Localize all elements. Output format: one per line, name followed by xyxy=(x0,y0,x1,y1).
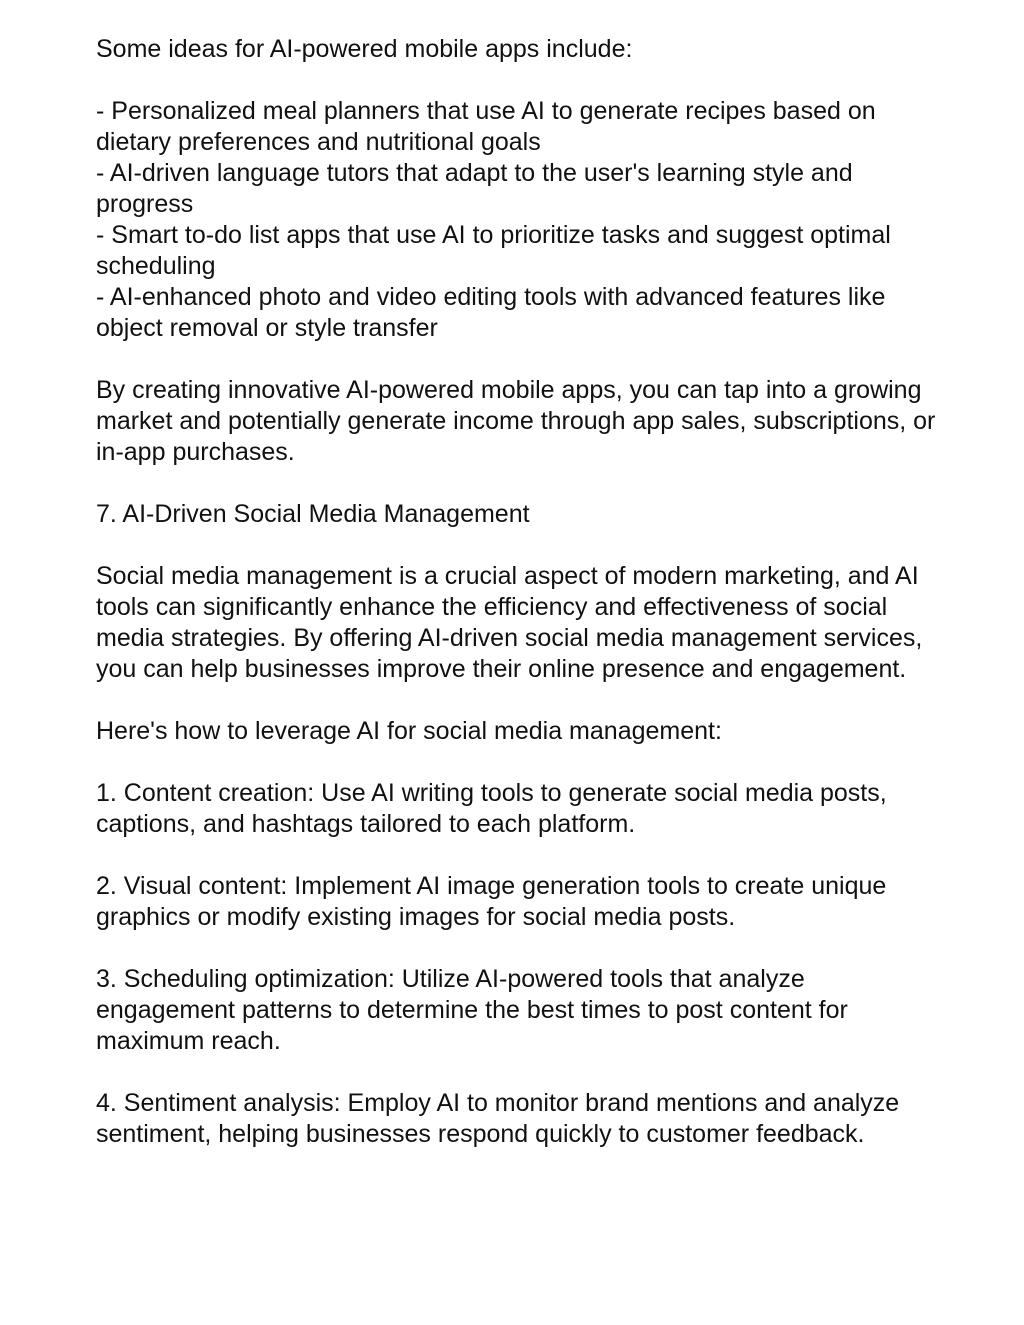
step-item: 4. Sentiment analysis: Employ AI to monitor brand mentions and analyze sentiment, helping businesses respond quickly to customer feedback. xyxy=(96,1089,907,1148)
section-intro-paragraph: Social media management is a crucial aspect of modern marketing, and AI tools can significantly enhance the efficiency and effectiveness of social media strategies. By offering AI-driven social media management services, you can help businesses improve their online presence and engagement. xyxy=(96,562,930,683)
document-page xyxy=(96,34,943,1181)
step-item: 3. Scheduling optimization: Utilize AI-powered tools that analyze engagement patterns to determine the best times to post content for maximum reach. xyxy=(96,965,855,1055)
intro-paragraph: Some ideas for AI-powered mobile apps include: xyxy=(96,35,633,63)
list-item: - AI-driven language tutors that adapt to the user's learning style and progress xyxy=(96,159,853,218)
section-heading: 7. AI-Driven Social Media Management xyxy=(96,500,530,528)
step-item: 1. Content creation: Use AI writing tools to generate social media posts, captions, and hashtags tailored to each platform. xyxy=(96,779,894,838)
list-item: - Smart to-do list apps that use AI to prioritize tasks and suggest optimal scheduling xyxy=(96,221,891,280)
apps-summary-paragraph: By creating innovative AI-powered mobile apps, you can tap into a growing market and potentially generate income through app sales, subscriptions, or in-app purchases. xyxy=(96,376,943,466)
step-item: 2. Visual content: Implement AI image generation tools to create unique graphics or modify existing images for social media posts. xyxy=(96,872,894,931)
app-ideas-list xyxy=(96,96,936,344)
list-item: - Personalized meal planners that use AI to generate recipes based on dietary preferences and nutritional goals xyxy=(96,97,876,156)
list-item: - AI-enhanced photo and video editing tools with advanced features like object removal or style transfer xyxy=(96,283,886,342)
howto-lead-paragraph: Here's how to leverage AI for social media management: xyxy=(96,717,722,745)
